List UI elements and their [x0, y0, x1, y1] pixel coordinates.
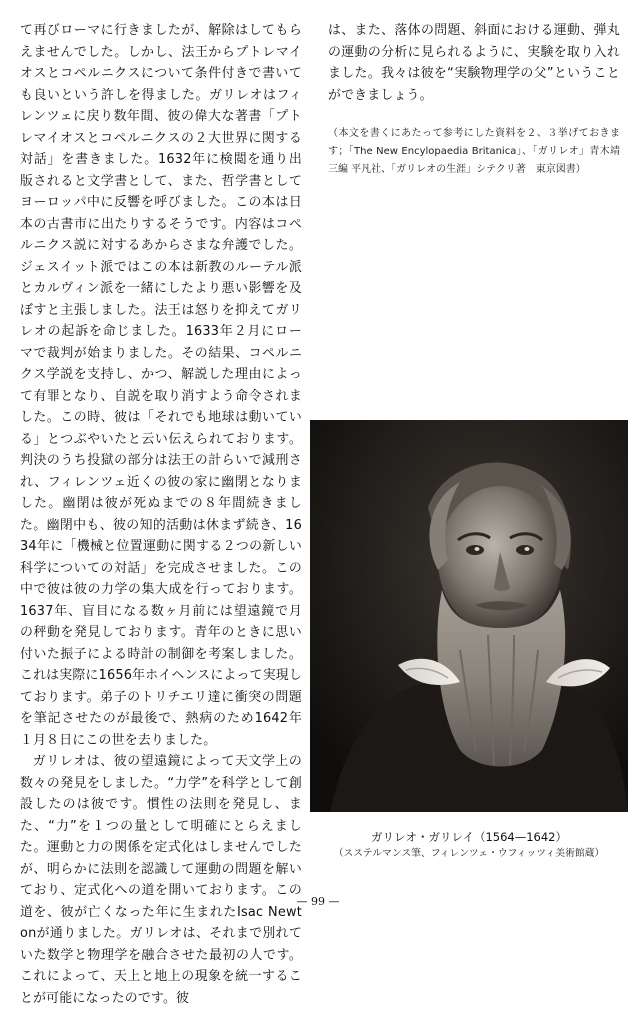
caption-credit: （スステルマンス筆、フィレンツェ・ウフィッツィ美術館蔵）	[333, 848, 605, 859]
right-text-column	[328, 20, 620, 179]
portrait-illustration	[310, 420, 628, 812]
body-paragraph-2: ガリレオは、彼の望遠鏡によって天文学上の数々の発見をしました。“力学”を科学として創設したのは彼です。慣性の法則を発見し、また、“力”を１つの量として明確にとらえました。運動と力の関係を定式化はしませんでしたが、明らかに法則を認識して運動の問題を解いており、定式化への道を開いております。この道を、彼が亡くなった年に生まれたIsac Newtonが通りました。ガリレオは、それまで別れていた数学と物理学を融合させた最初の人です。これによって、天上と地上の現象を統一することが可能になったのです。彼	[20, 754, 302, 1006]
body-paragraph-3: は、また、落体の問題、斜面における運動、弾丸の運動の分析に見られるように、実験を取り入れました。我々は彼を“実験物理学の父”ということができましょう。	[328, 23, 620, 103]
page-number: — 99 —	[296, 895, 340, 908]
body-paragraph-1: て再びローマに行きましたが、解除はしてもらえませんでした。しかし、法王からプトレマイオスとコペルニクスについて条件付きで書いても良いという許しを得ました。ガリレオはフィレンツェに戻り数年間、彼の偉大な著書「プトレマイオスとコペルニクスの２大世界に関する対話」を書きました。1632年に検閲を通り出版されると文学書として、また、哲学書としてヨーロッパ中に反響を呼びました。この本は日本の古書市に出たりするそうです。内容はコペルニクス説に対するあからさまな弁護でした。ジェスイット派ではこの本は新教のルーテル派とカルヴィン派を一緒にしたより悪い影響を及ぼすと主張しました。法王は怒りを抑えてガリレオの起訴を命じました。1633年２月にローマで裁判が始まりました。その結果、コペルニクス学説を支持し、かつ、解説した理由によって有罪となり、自説を取り消すよう命令されました。この時、彼は「それでも地球は動いている」とつぶやいたと云い伝えられております。判決のうち投獄の部分は法王の計らいで減刑され、フィレンツェ近くの彼の家に幽閉となりました。幽閉は彼が死ぬまでの８年間続きました。幽閉中も、彼の知的活動は休まず続き、1634年に「機械と位置運動に関する２つの新しい科学についての対話」を完成させました。この中で彼は彼の力学の集大成を行っております。1637年、盲目になる数ヶ月前には望遠鏡で月の秤動を発見しております。青年のときに思い付いた振子による時計の制御を考案しました。これは実際に1656年ホイヘンスによって実現しております。弟子のトリチエリ達に衝突の問題を筆記させたのが最後で、熱病のため1642年１月８日にこの世を去りました。	[20, 23, 302, 748]
caption-title: ガリレオ・ガリレイ（1564—1642）	[371, 830, 567, 844]
references-note: （本文を書くにあたって参考にした資料を２、３挙げておきます；「The New Encylopaedia Britanica」、「ガリレオ」青木靖三編 平凡社、「ガリレオの生涯」シテクリ著 東京図書）	[328, 128, 620, 175]
left-text-column	[20, 20, 302, 1009]
galileo-portrait-image	[310, 420, 628, 812]
figure-caption	[310, 828, 628, 862]
